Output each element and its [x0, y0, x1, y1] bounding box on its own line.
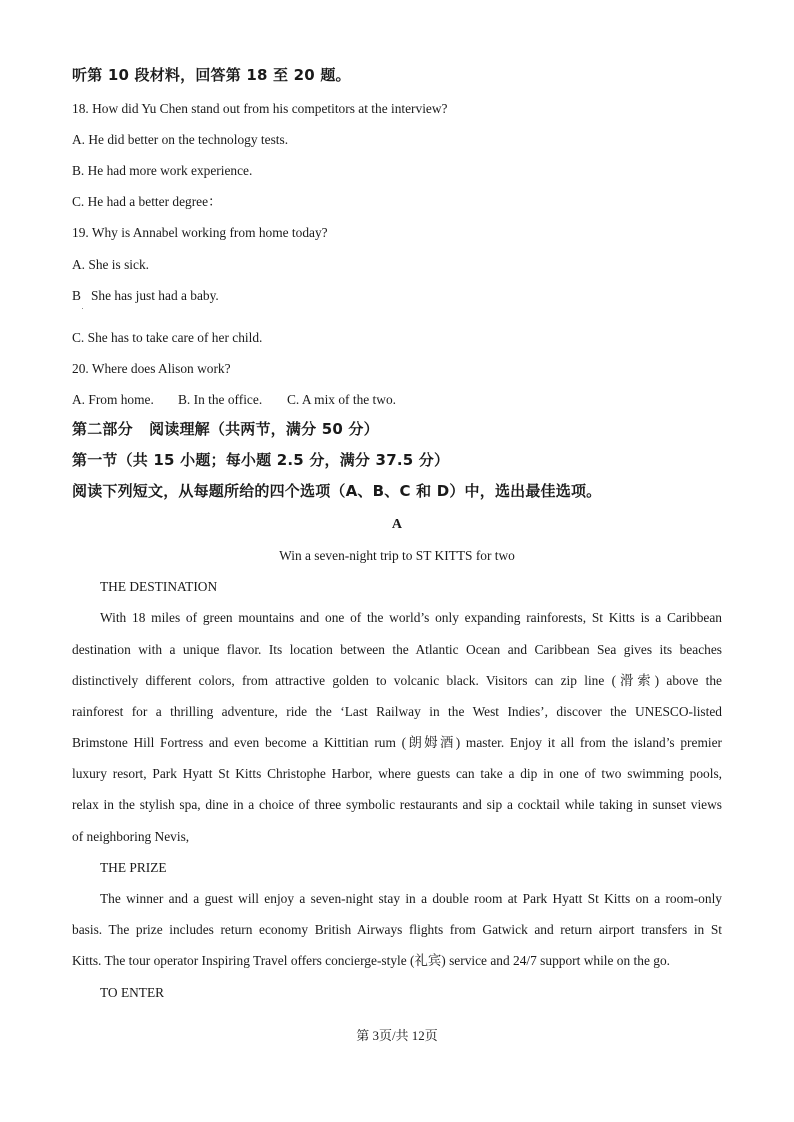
destination-line: luxury resort, Park Hyatt St Kitts Christophe Harbor, where guests can take a dip in one of two swimming pools, [72, 766, 722, 781]
destination-heading: THE DESTINATION [100, 579, 218, 594]
passage-letter: A [391, 517, 403, 532]
section-10-heading: 听第 10 段材料，回答第 18 至 20 题。 [72, 66, 351, 84]
part-2-heading: 第二部分 阅读理解（共两节，满分 50 分） [72, 420, 379, 438]
destination-line: of neighboring Nevis, [72, 829, 190, 844]
q19-option-b: B She has just had a baby. [72, 288, 219, 303]
q20-option-a: A. From home. [72, 392, 154, 407]
stray-mark [82, 308, 83, 309]
section-1-heading: 第一节（共 15 小题；每小题 2.5 分，满分 37.5 分） [72, 451, 450, 469]
prize-heading: THE PRIZE [100, 860, 167, 875]
enter-heading: TO ENTER [100, 985, 165, 1000]
destination-line: rainforest for a thrilling adventure, ride the ‘Last Railway in the West Indies’, discover the UNESCO-listed [72, 704, 722, 719]
question-19: 19. Why is Annabel working from home today? [72, 225, 328, 240]
destination-line: distinctively different colors, from attractive golden to volcanic black. Visitors can zip line (滑索) above the [72, 673, 722, 688]
destination-line: With 18 miles of green mountains and one of the world’s only expanding rainforests, St Kitts is a Caribbean [100, 610, 722, 625]
reading-instructions: 阅读下列短文，从每题所给的四个选项（A、B、C 和 D）中，选出最佳选项。 [72, 482, 602, 500]
destination-line: destination with a unique flavor. Its location between the Atlantic Ocean and Caribbean Sea gives its beaches [72, 642, 722, 657]
destination-line: relax in the stylish spa, dine in a choice of three symbolic restaurants and sip a cocktail while taking in sunset views [72, 797, 722, 812]
question-18: 18. How did Yu Chen stand out from his competitors at the interview? [72, 101, 448, 116]
q20-option-c: C. A mix of the two. [287, 392, 396, 407]
q18-option-c: C. He had a better degree： [72, 194, 222, 209]
question-20: 20. Where does Alison work? [72, 361, 231, 376]
q20-option-b: B. In the office. [178, 392, 263, 407]
q18-option-a: A. He did better on the technology tests. [72, 132, 289, 147]
q18-option-b: B. He had more work experience. [72, 163, 253, 178]
prize-line: Kitts. The tour operator Inspiring Travel offers concierge-style (礼宾) service and 24/7 support while on the go. [72, 953, 670, 968]
page-footer: 第 3页/共 12页 [356, 1028, 438, 1043]
q19-option-c: C. She has to take care of her child. [72, 330, 263, 345]
prize-line: basis. The prize includes return economy British Airways flights from Gatwick and return airport transfers in St [72, 922, 722, 937]
passage-title: Win a seven-night trip to ST KITTS for two [279, 548, 515, 563]
q19-option-a: A. She is sick. [72, 257, 149, 272]
q20-options [72, 391, 722, 408]
destination-line: Brimstone Hill Fortress and even become a Kittitian rum (朗姆酒) master. Enjoy it all from the island’s premier [72, 735, 722, 750]
prize-line: The winner and a guest will enjoy a seven-night stay in a double room at Park Hyatt St Kitts on a room-only [100, 891, 722, 906]
